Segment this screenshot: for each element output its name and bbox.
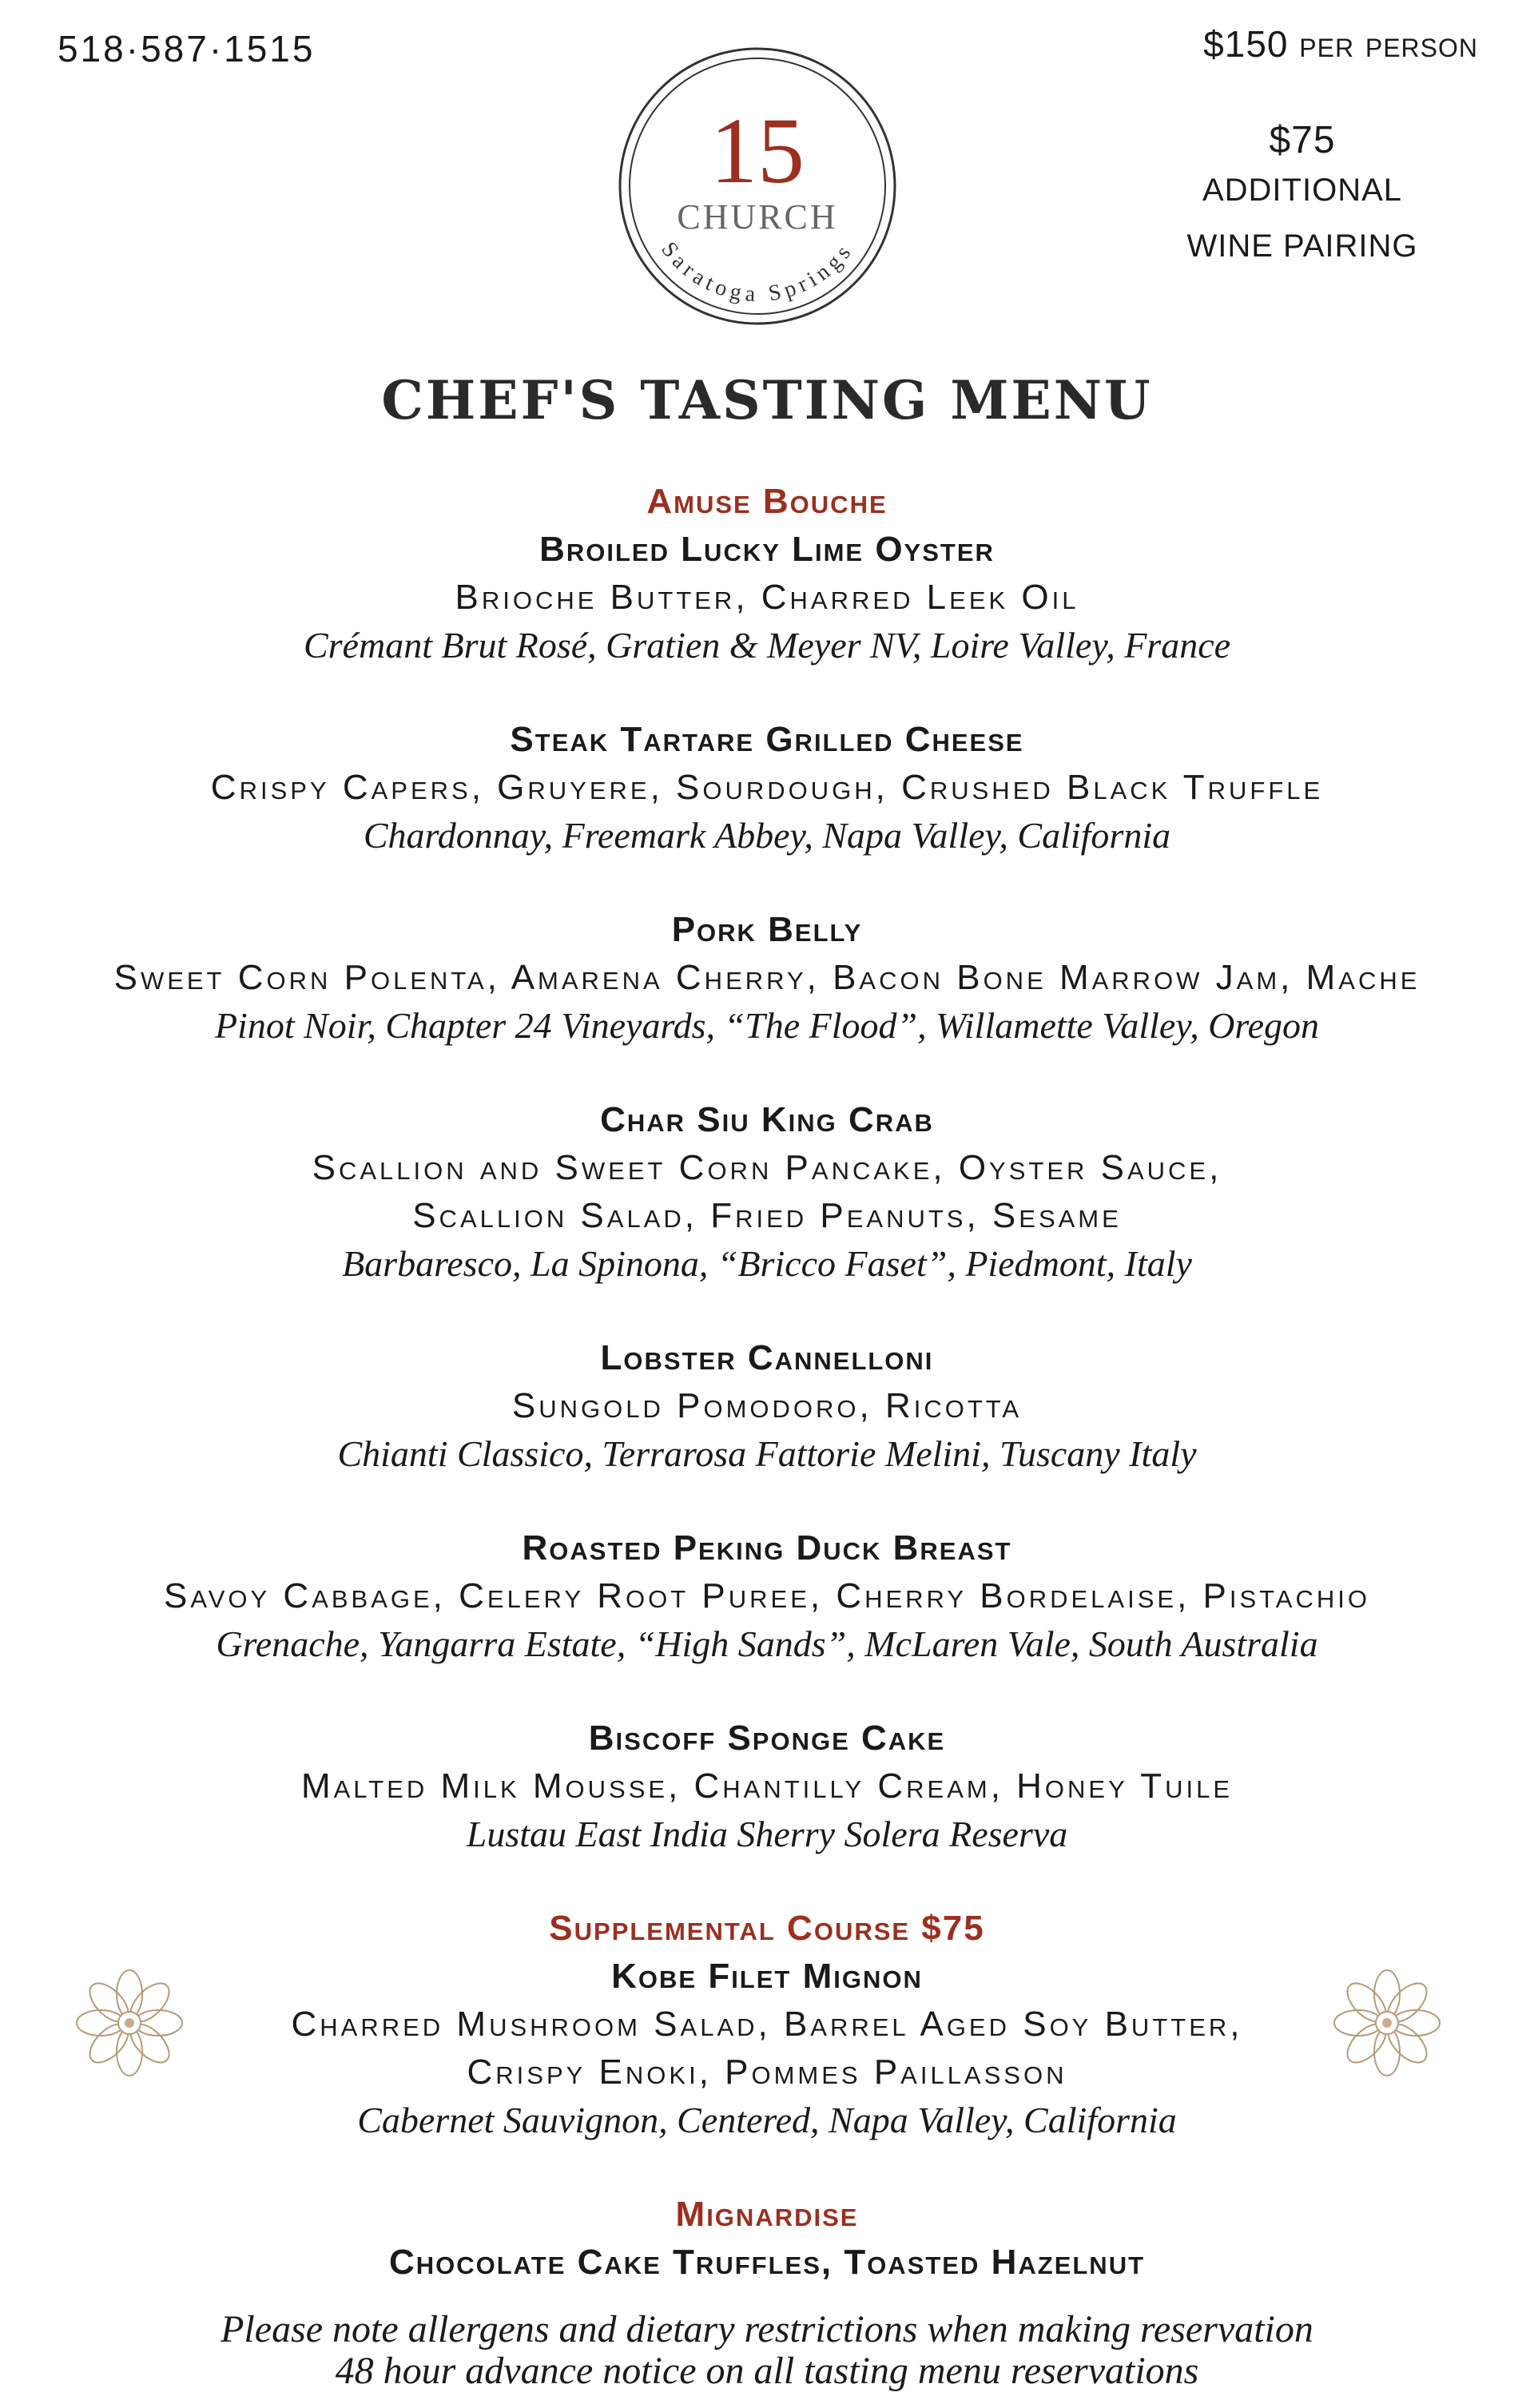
menu-title: CHEF'S TASTING MENU: [381, 369, 1153, 431]
dish-name: Steak Tartare Grilled Cheese: [510, 720, 1024, 759]
wine-pairing: Crémant Brut Rosé, Gratien & Meyer NV, Loire Valley, France: [303, 625, 1231, 666]
section-heading: Mignardise: [675, 2195, 859, 2234]
wine-pairing-line-2: WINE PAIRING: [1186, 228, 1418, 264]
logo-number: 15: [710, 98, 805, 203]
flower-ornament-icon: [1331, 1967, 1443, 2079]
dish-description: Sweet Corn Polenta, Amarena Cherry, Bacon Bone Marrow Jam, Mache: [113, 958, 1421, 997]
wine-pairing-price: [1143, 118, 1462, 274]
dish-name: Lobster Cannelloni: [600, 1338, 934, 1377]
course-steak-tartare: [0, 716, 1534, 860]
course-peking-duck: [0, 1524, 1534, 1668]
dish-description: Malted Milk Mousse, Chantilly Cream, Honey Tuile: [300, 1766, 1234, 1806]
course-supplemental: [0, 1905, 1534, 2144]
section-heading: Amuse Bouche: [646, 482, 888, 521]
section-heading: Supplemental Course $75: [549, 1909, 985, 1948]
wine-pairing: Chianti Classico, Terrarosa Fattorie Melini, Tuscany Italy: [337, 1433, 1197, 1474]
dish-description: Scallion and Sweet Corn Pancake, Oyster Sauce,: [312, 1148, 1222, 1187]
dish-name: Kobe Filet Mignon: [611, 1957, 923, 1996]
course-char-siu-king-crab: [0, 1096, 1534, 1288]
dish-name: Char Siu King Crab: [600, 1100, 934, 1139]
price-unit: per person: [1299, 23, 1478, 65]
dish-description: Crispy Capers, Gruyere, Sourdough, Crushed Black Truffle: [210, 768, 1324, 807]
wine-pairing: Lustau East India Sherry Solera Reserva: [466, 1814, 1068, 1854]
dish-description: Scallion Salad, Fried Peanuts, Sesame: [412, 1196, 1122, 1235]
wine-pairing: Cabernet Sauvignon, Centered, Napa Valley, California: [357, 2100, 1177, 2140]
dish-name: Chocolate Cake Truffles, Toasted Hazelnut: [388, 2243, 1146, 2282]
dish-name: Pork Belly: [671, 910, 863, 949]
logo-location: Saratoga Springs: [656, 237, 859, 308]
wine-pairing-line-1: ADDITIONAL: [1202, 173, 1403, 208]
dish-description: Brioche Butter, Charred Leek Oil: [455, 578, 1079, 617]
wine-pairing: Grenache, Yangarra Estate, “High Sands”, McLaren Vale, South Australia: [216, 1623, 1318, 1664]
allergen-note: Please note allergens and dietary restrictions when making reservation: [221, 2308, 1313, 2350]
flower-ornament-icon: [74, 1967, 185, 2079]
wine-pairing: Barbaresco, La Spinona, “Bricco Faset”, Piedmont, Italy: [342, 1243, 1192, 1284]
dish-description: Crispy Enoki, Pommes Paillasson: [467, 2052, 1067, 2092]
dish-description: Sungold Pomodoro, Ricotta: [511, 1386, 1023, 1425]
wine-pairing: Chardonnay, Freemark Abbey, Napa Valley, California: [363, 815, 1171, 856]
course-amuse-bouche: [0, 478, 1534, 670]
restaurant-logo: [610, 38, 905, 358]
course-lobster-cannelloni: [0, 1334, 1534, 1478]
price-amount: $150: [1203, 23, 1289, 65]
phone-number: 518·587·1515: [58, 28, 316, 70]
course-list: [0, 478, 1534, 2328]
dish-description: Savoy Cabbage, Celery Root Puree, Cherry Bordelaise, Pistachio: [164, 1576, 1370, 1615]
course-biscoff-sponge-cake: [0, 1715, 1534, 1858]
dish-name: Roasted Peking Duck Breast: [522, 1528, 1012, 1568]
price-per-person: [1203, 22, 1478, 66]
course-mignardise: [0, 2191, 1534, 2287]
advance-notice-note: 48 hour advance notice on all tasting menu reservations: [335, 2350, 1199, 2392]
reservation-notes: [0, 2309, 1534, 2392]
dish-name: Broiled Lucky Lime Oyster: [539, 530, 995, 569]
wine-pairing-amount: $75: [1269, 119, 1336, 161]
dish-description: Charred Mushroom Salad, Barrel Aged Soy Butter,: [291, 2005, 1243, 2044]
dish-name: Biscoff Sponge Cake: [588, 1719, 946, 1758]
course-pork-belly: [0, 906, 1534, 1050]
wine-pairing: Pinot Noir, Chapter 24 Vineyards, “The Flood”, Willamette Valley, Oregon: [214, 1005, 1320, 1046]
logo-name: CHURCH: [677, 197, 838, 236]
